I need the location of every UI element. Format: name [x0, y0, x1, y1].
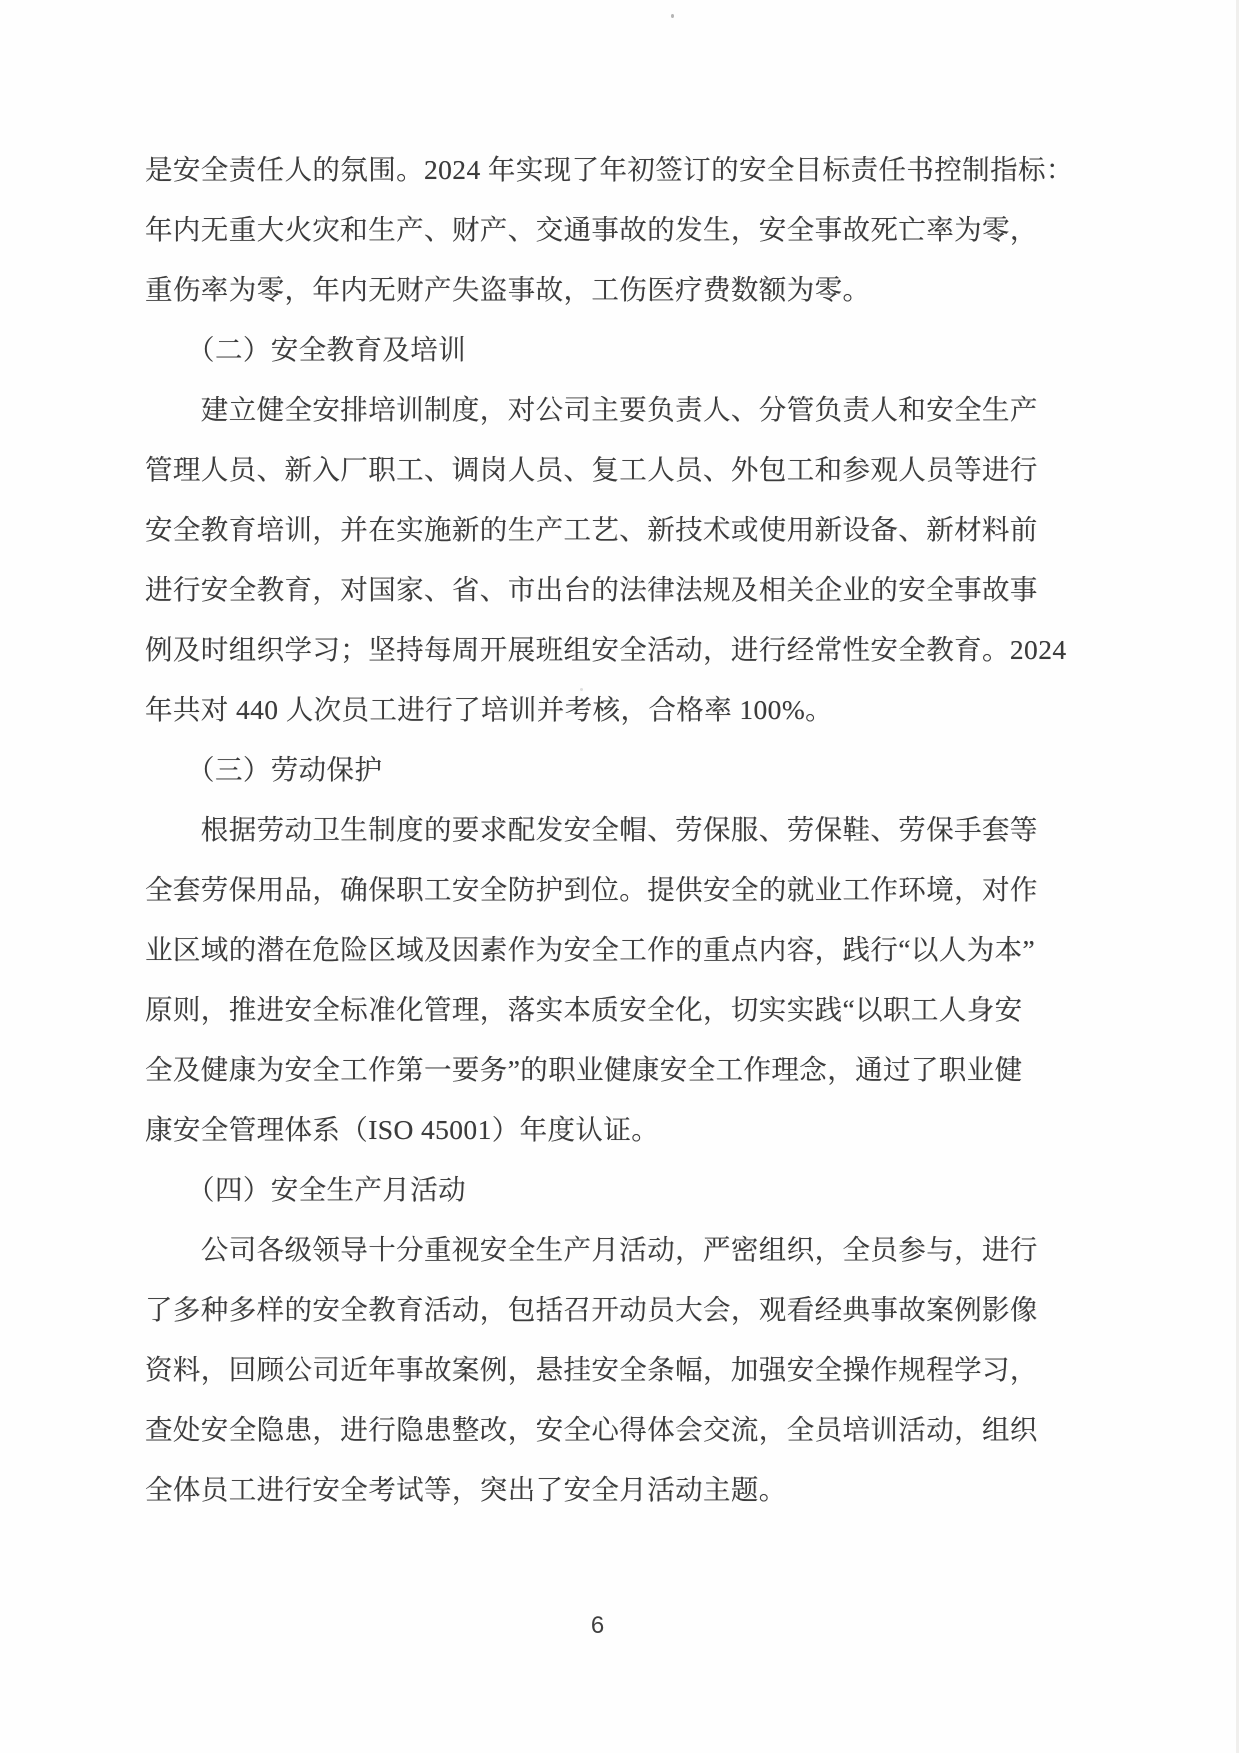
text-line: 业区域的潜在危险区域及因素作为安全工作的重点内容，践行“以人为本”: [145, 934, 1036, 965]
text-line: 全及健康为安全工作第一要务”的职业健康安全工作理念，通过了职业健: [145, 1054, 1023, 1085]
scan-speck: [671, 14, 674, 18]
text-line: 全体员工进行安全考试等，突出了安全月活动主题。: [145, 1474, 787, 1505]
text-line: 进行安全教育，对国家、省、市出台的法律法规及相关企业的安全事故事: [145, 574, 1038, 605]
text-line: 了多种多样的安全教育活动，包括召开动员大会，观看经典事故案例影像: [145, 1294, 1038, 1325]
text-line: 公司各级领导十分重视安全生产月活动，严密组织，全员参与，进行: [145, 1234, 1038, 1265]
section-heading: （四）安全生产月活动: [145, 1174, 467, 1205]
text-line: 查处安全隐患，进行隐患整改，安全心得体会交流，全员培训活动，组织: [145, 1414, 1038, 1445]
section-heading: （二）安全教育及培训: [145, 334, 467, 365]
page-number: 6: [590, 1612, 605, 1639]
text-line: 原则，推进安全标准化管理，落实本质安全化，切实实践“以职工人身安: [145, 994, 1023, 1025]
text-line: 例及时组织学习；坚持每周开展班组安全活动，进行经常性安全教育。2024: [145, 634, 1067, 665]
text-line: 管理人员、新入厂职工、调岗人员、复工人员、外包工和参观人员等进行: [145, 454, 1038, 485]
document-body: [145, 140, 1074, 1520]
text-line: 年共对 440 人次员工进行了培训并考核，合格率 100%。: [145, 694, 834, 725]
text-line: 建立健全安排培训制度，对公司主要负责人、分管负责人和安全生产: [145, 394, 1038, 425]
text-line: 安全教育培训，并在实施新的生产工艺、新技术或使用新设备、新材料前: [145, 514, 1038, 545]
text-line: 重伤率为零，年内无财产失盗事故，工伤医疗费数额为零。: [145, 274, 871, 305]
text-line: 是安全责任人的氛围。2024 年实现了年初签订的安全目标责任书控制指标：: [145, 154, 1074, 185]
text-line: 资料，回顾公司近年事故案例，悬挂安全条幅，加强安全操作规程学习，: [145, 1354, 1038, 1385]
text-line: 康安全管理体系（ISO 45001）年度认证。: [145, 1114, 660, 1145]
text-line: 全套劳保用品，确保职工安全防护到位。提供安全的就业工作环境，对作: [145, 874, 1038, 905]
section-heading: （三）劳动保护: [145, 754, 383, 785]
text-line: 年内无重大火灾和生产、财产、交通事故的发生，安全事故死亡率为零，: [145, 214, 1038, 245]
text-line: 根据劳动卫生制度的要求配发安全帽、劳保服、劳保鞋、劳保手套等: [145, 814, 1038, 845]
